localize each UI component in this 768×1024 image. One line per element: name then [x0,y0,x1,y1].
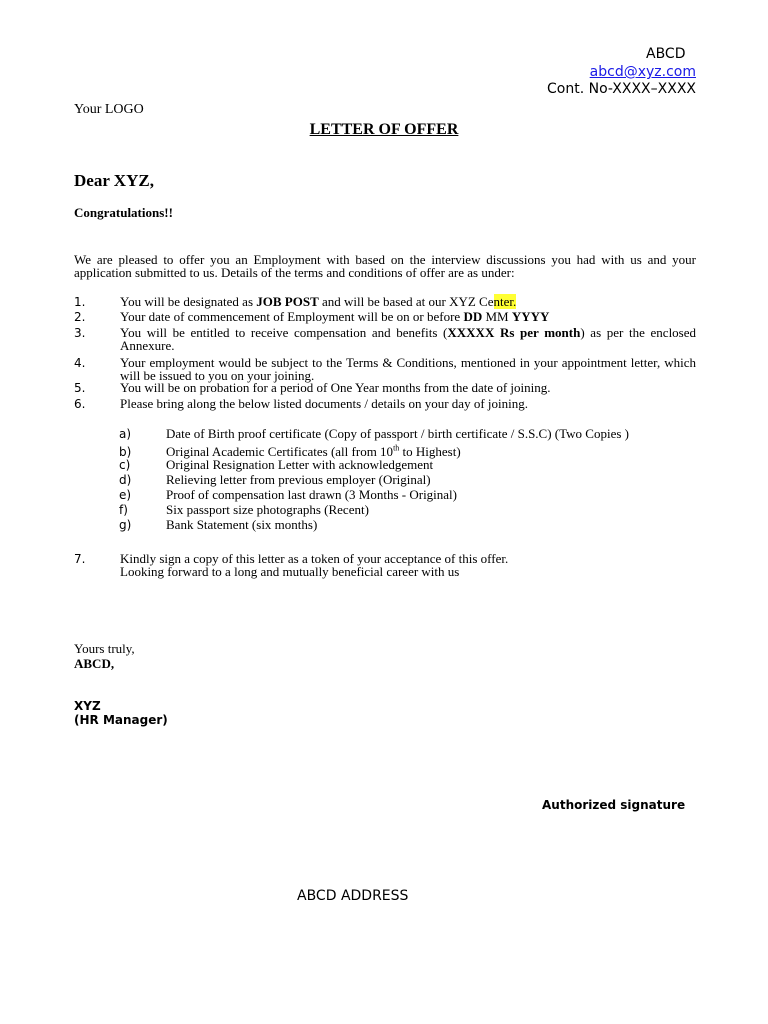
term-number: 5. [74,381,86,395]
term-number: 1. [74,295,86,309]
document-letter: b) [119,445,132,459]
term-number: 2. [74,310,86,324]
term-number: 4. [74,356,86,370]
term-text: Kindly sign a copy of this letter as a token of your acceptance of this offer. Looking forward to a long and mutually beneficial career with us [120,551,509,579]
salutation: Dear XYZ, [74,171,154,190]
header-company-name: ABCD [646,46,686,62]
document-letter: d) [119,473,132,487]
signer-role: (HR Manager) [74,713,168,727]
authorized-signature-label: Authorized signature [542,798,686,812]
closing-company: ABCD, [74,656,115,671]
term-number: 7. [74,552,86,566]
document-text: Proof of compensation last drawn (3 Months - Original) [166,487,458,502]
intro-paragraph: We are pleased to offer you an Employment with based on the interview discussions you had with us and your application submitted to us. Details of the terms and conditions of offer are as under: [74,252,696,280]
highlighted-text: nter. [493,294,517,309]
term-text: You will be entitled to receive compensation and benefits (XXXXX Rs per month) as per the enclosed Annexure. [120,325,697,353]
term-text: Your employment would be subject to the Terms & Conditions, mentioned in your appointment letter, which will be issued to you on your joining. [120,355,696,383]
term-number: 3. [74,326,86,340]
footer-address: ABCD ADDRESS [297,888,409,904]
letter-title-text: LETTER OF OFFER [309,121,459,138]
document-text: Relieving letter from previous employer (Original) [166,472,431,487]
logo-placeholder: Your LOGO [74,102,144,117]
document-text: Bank Statement (six months) [166,517,318,532]
document-text: Original Academic Certificates (all from 10th to Highest) [166,443,461,459]
closing-line: Yours truly, [74,641,135,656]
term-text: Please bring along the below listed documents / details on your day of joining. [120,396,528,411]
header-email-link[interactable]: abcd@xyz.com [589,64,696,80]
congratulations-line: Congratulations!! [74,205,173,220]
document-letter: f) [119,503,128,517]
term-text: You will be on probation for a period of One Year months from the date of joining. [120,380,551,395]
document-letter: c) [119,458,131,472]
header-contact-number: Cont. No-XXXX–XXXX [547,81,696,97]
document-text: Six passport size photographs (Recent) [166,502,369,517]
document-text: Date of Birth proof certificate (Copy of passport / birth certificate / S.S.C) (Two Copies ) [166,426,629,441]
document-letter: a) [119,427,132,441]
document-letter: e) [119,488,132,502]
letter-title [0,121,768,139]
signer-name: XYZ [74,699,101,713]
term-text: You will be designated as JOB POST and will be based at our XYZ Center. [120,294,517,309]
document-text: Original Resignation Letter with acknowledgement [166,457,434,472]
document-letter: g) [119,518,132,532]
term-text: Your date of commencement of Employment will be on or before DD MM YYYY [120,309,550,324]
term-number: 6. [74,397,86,411]
